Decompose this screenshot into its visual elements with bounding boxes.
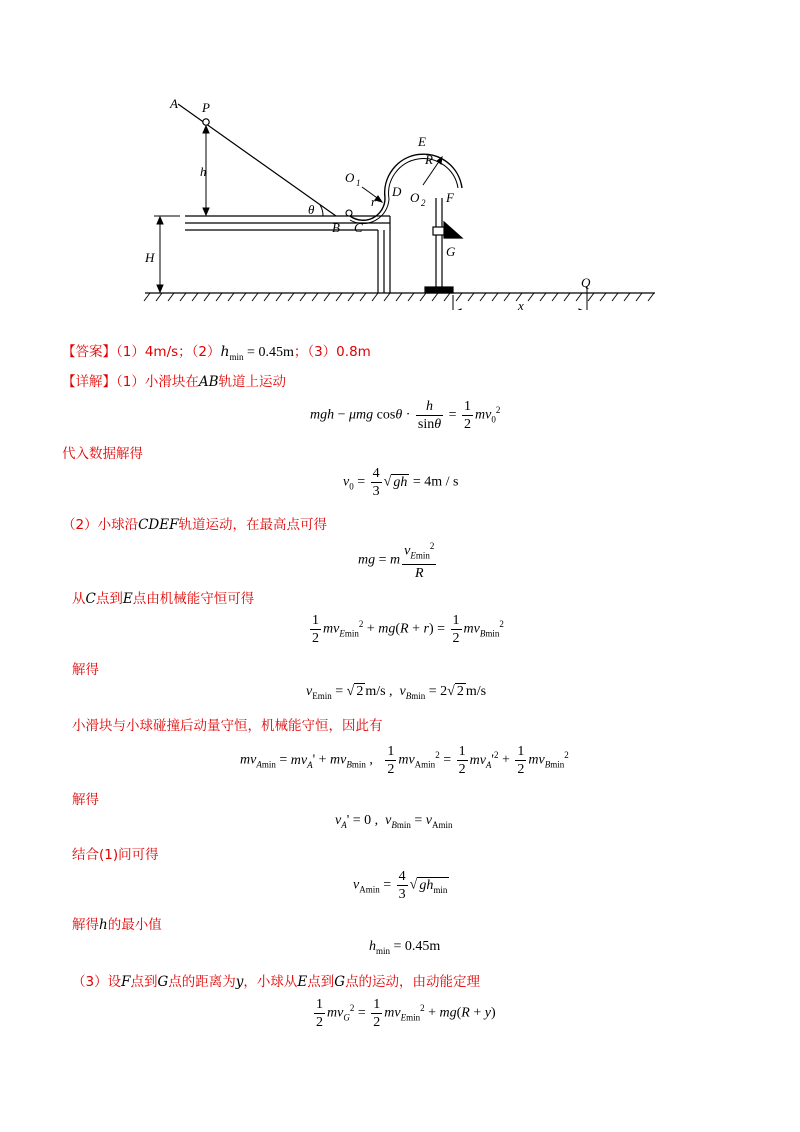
equation-6: $mv_{Amin} = mv_A' + mv_{Bmin}$ , $\frac{1}{2}$ $mv_{Amin}^2$ = $\frac{1}{2}$ $mv_A'^2$ + $\frac{1}{2}$ $mv_{Bmin}^2$ — [240, 744, 569, 777]
detail-line-1: 【详解】（1）小滑块在AB轨道上运动 — [62, 374, 287, 390]
stand-g — [433, 222, 462, 238]
label-h: h — [200, 164, 207, 179]
label-f: F — [446, 190, 454, 205]
H-dimension — [154, 216, 180, 292]
label-r: r — [371, 194, 377, 209]
equation-5: $v_{Emin}$ = √ 2 m/s , $v_{Bmin} = 2√$ 2 m/s — [306, 684, 487, 701]
equation-3: mg = m $\frac{v_{Emin}^2}{R}$ — [358, 538, 438, 582]
answer-hmin: $h_{min} = 0.45m$ — [220, 344, 294, 362]
text-substitute: 代入数据解得 — [62, 446, 143, 462]
physics-diagram — [140, 90, 670, 310]
detail-line-7: （3）设F点到G点的距离为y，小球从E点到G点的运动，由动能定理 — [72, 974, 481, 990]
equation-1: mgh − μmg cosθ · $\frac{h}{\sin\theta}$ = $\frac{1}{2}$ $mv_0^2$ — [310, 399, 501, 432]
incline-ab — [178, 104, 336, 216]
equation-4: $\frac{1}{2}$ $mv_{Emin}^2 + mg(R + r)$ = $\frac{1}{2}$ $mv_{Bmin}^2$ — [312, 613, 504, 646]
ball-c — [346, 210, 352, 216]
ground — [144, 293, 655, 301]
equation-10: $\frac{1}{2}$ $mv_G^2$ = $\frac{1}{2}$ $mv_{Emin}^2 + mg(R + y)$ — [316, 997, 496, 1030]
label-d: D — [392, 184, 402, 199]
text-solve-1: 解得 — [72, 662, 99, 678]
label-o2: O — [410, 190, 420, 205]
detail-line-2: （2）小球沿CDEF轨道运动，在最高点可得 — [62, 517, 327, 533]
detail-line-3: 从C点到E点由机械能守恒可得 — [72, 591, 255, 607]
detail-line-5: 结合(1)问可得 — [72, 847, 159, 863]
equation-7: $v_A' = 0$ , $v_{Bmin} = v_{Amin}$ — [335, 813, 453, 830]
label-R: R — [425, 152, 433, 167]
label-g: G — [446, 244, 456, 259]
equation-9: $h_{min} = 0.45m$ — [369, 939, 441, 956]
answer-line — [62, 340, 371, 362]
label-p: P — [202, 100, 210, 115]
label-a: A — [170, 96, 178, 111]
label-c: C — [354, 220, 363, 235]
equation-2: $v_0$ = $\frac{4}{3}$ √ gh = 4m / s — [343, 466, 459, 499]
detail-line-6: 解得h的最小值 — [72, 917, 162, 933]
label-x: x — [518, 298, 524, 310]
equation-8: $v_{Amin}$ = $\frac{4}{3}$ √ $gh_{min}$ — [353, 869, 448, 902]
label-H: H — [145, 250, 155, 265]
label-theta: θ — [308, 202, 315, 217]
label-b: B — [332, 220, 340, 235]
answer-tag: 【答案】 — [62, 344, 116, 360]
label-o1-sub: 1 — [356, 178, 361, 188]
answer-part2: ；（3）0.8m — [293, 344, 371, 360]
slider-p — [203, 119, 209, 125]
label-o2-sub: 2 — [421, 198, 426, 208]
label-o1: O — [345, 170, 355, 185]
answer-part1: （1）4m/s；（2） — [116, 344, 221, 360]
label-e: E — [418, 134, 426, 149]
detail-line-4: 小滑块与小球碰撞后动量守恒，机械能守恒，因此有 — [72, 718, 383, 734]
text-solve-2: 解得 — [72, 792, 99, 808]
label-q: Q — [581, 275, 591, 290]
